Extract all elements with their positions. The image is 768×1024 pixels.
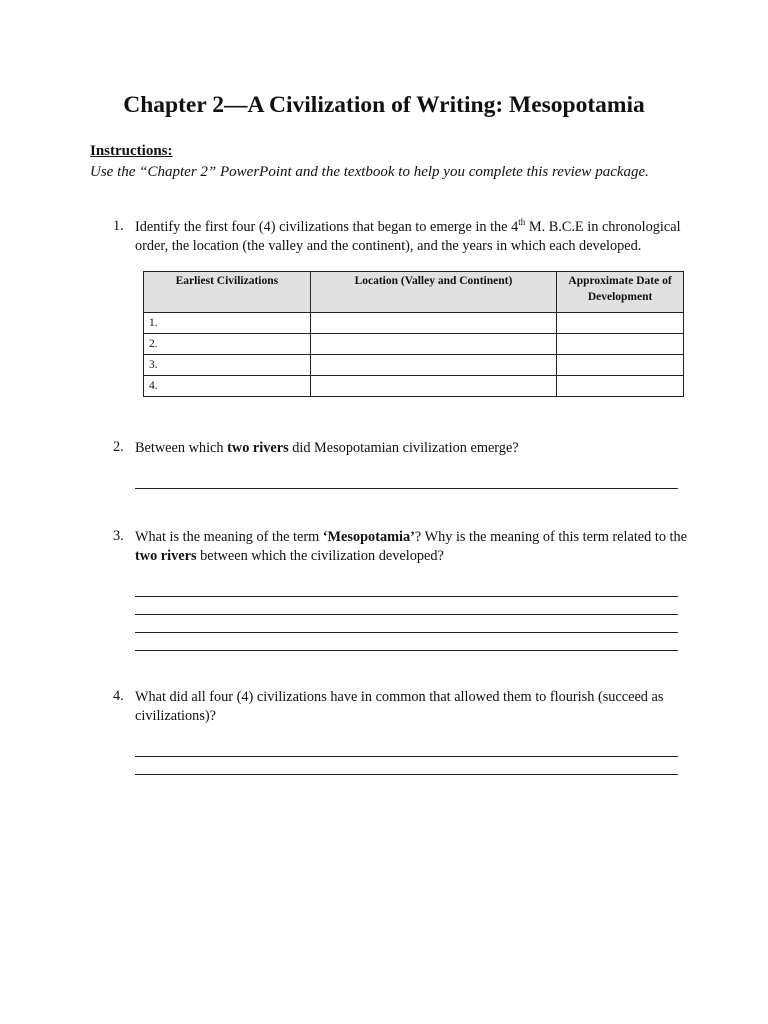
question-1-number: 1.: [113, 218, 124, 234]
table-cell[interactable]: [557, 334, 684, 355]
table-cell[interactable]: [310, 355, 556, 376]
table-cell[interactable]: 3.: [144, 355, 311, 376]
question-4-number: 4.: [113, 688, 124, 704]
answer-line[interactable]: [135, 756, 678, 757]
table-header-location: Location (Valley and Continent): [310, 272, 556, 313]
table-header-civilizations: Earliest Civilizations: [144, 272, 311, 313]
table-row: [144, 376, 684, 397]
table-cell[interactable]: 1.: [144, 313, 311, 334]
table-cell[interactable]: 4.: [144, 376, 311, 397]
question-4-text: What did all four (4) civilizations have in common that allowed them to flourish (succeed as civilizations)?: [135, 689, 664, 724]
question-3-number: 3.: [113, 528, 124, 544]
table-row: [144, 355, 684, 376]
answer-line[interactable]: [135, 614, 678, 615]
table-row: [144, 334, 684, 355]
question-1-text: Identify the first four (4) civilizations that began to emerge in the 4th M. B.C.E in chronological order, the location (the valley and the continent), and the years in which each developed.: [135, 217, 681, 254]
question-3-text: What is the meaning of the term ‘Mesopotamia’? Why is the meaning of this term related to the two rivers between which the civilization developed?: [135, 529, 688, 564]
civilizations-table: [143, 271, 684, 397]
table-row: [144, 313, 684, 334]
table-header-date: Approximate Date of Development: [557, 272, 684, 313]
answer-line[interactable]: [135, 774, 678, 775]
answer-line[interactable]: [135, 488, 678, 489]
table-header-row: [144, 272, 684, 313]
answer-line[interactable]: [135, 632, 678, 633]
instructions-text: Use the “Chapter 2” PowerPoint and the textbook to help you complete this review package.: [90, 164, 649, 180]
table-cell[interactable]: [557, 313, 684, 334]
question-2-text: Between which two rivers did Mesopotamian civilization emerge?: [135, 440, 519, 456]
table-cell[interactable]: [310, 313, 556, 334]
table-cell[interactable]: 2.: [144, 334, 311, 355]
question-2-number: 2.: [113, 439, 124, 455]
table-cell[interactable]: [557, 376, 684, 397]
table-cell[interactable]: [557, 355, 684, 376]
answer-line[interactable]: [135, 596, 678, 597]
table-cell[interactable]: [310, 376, 556, 397]
page-title: Chapter 2—A Civilization of Writing: Mesopotamia: [123, 92, 645, 118]
table-cell[interactable]: [310, 334, 556, 355]
answer-line[interactable]: [135, 650, 678, 651]
instructions-heading: Instructions:: [90, 143, 173, 159]
